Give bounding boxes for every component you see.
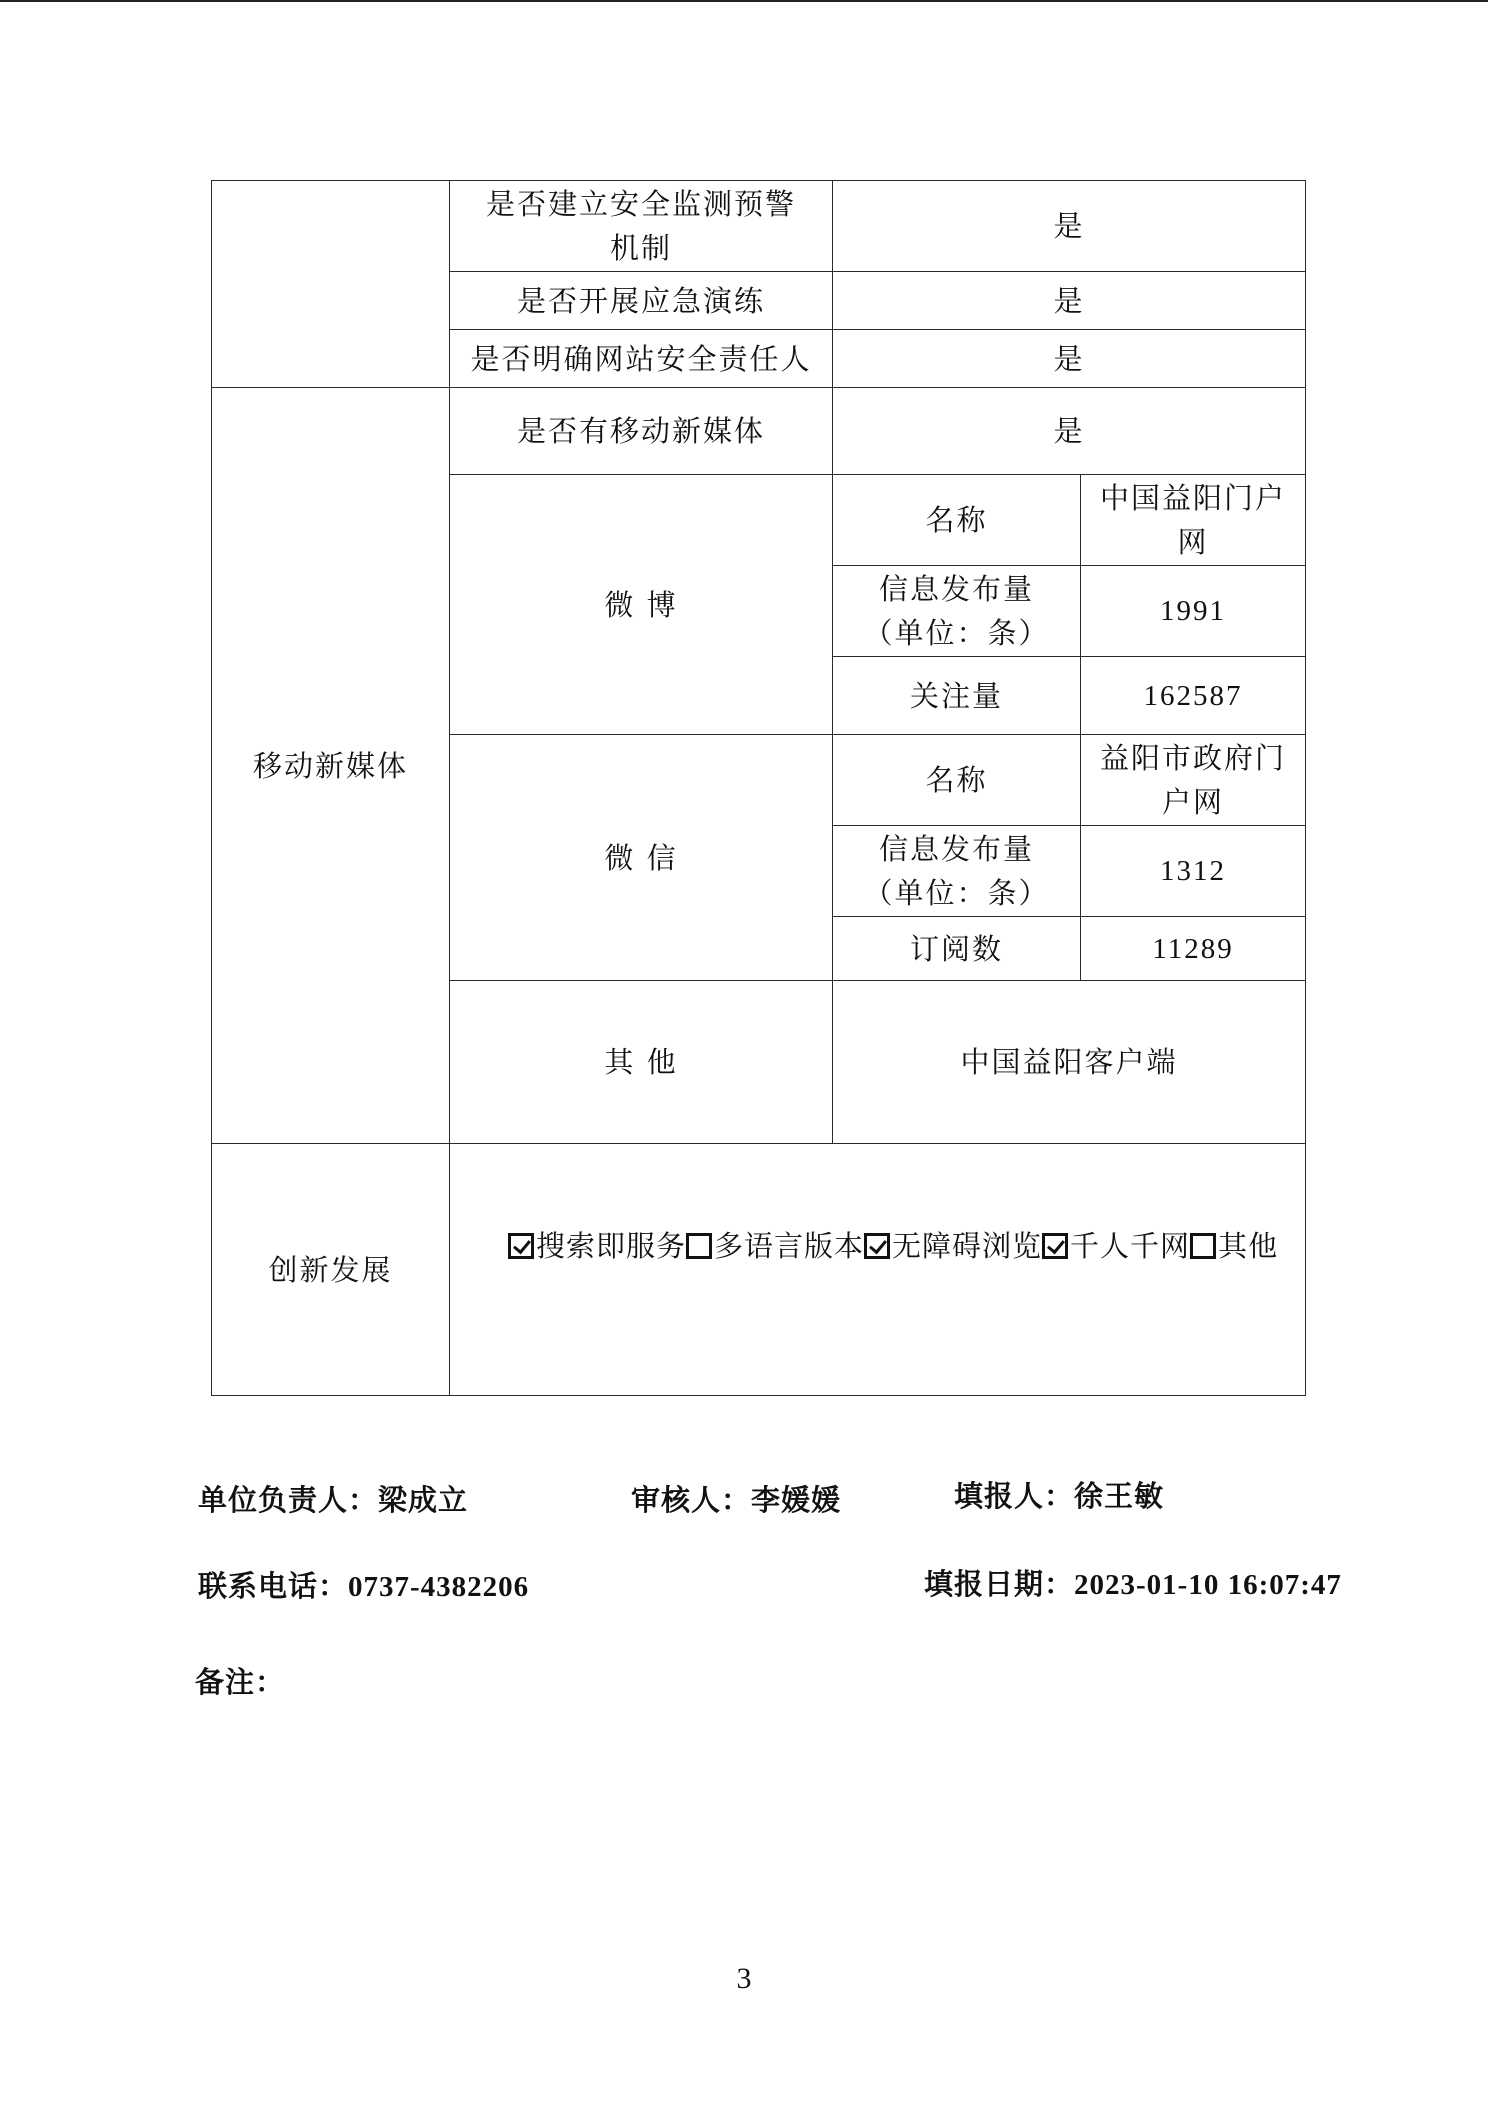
page-number: 3 — [736, 1962, 752, 1995]
wechat-label: 微 信 — [450, 735, 833, 981]
report-table — [211, 180, 1306, 1396]
security-monitoring-label: 是否建立安全监测预警 机制 — [450, 181, 833, 272]
weibo-posts-label: 信息发布量 （单位：条） — [833, 566, 1081, 657]
weibo-name-label: 名称 — [833, 475, 1081, 566]
unchecked-checkbox-icon — [1190, 1233, 1216, 1259]
unchecked-checkbox-icon — [686, 1233, 712, 1259]
unit-head-line: 单位负责人：梁成立 — [198, 1483, 469, 1517]
wechat-subscribers-label: 订阅数 — [833, 917, 1081, 981]
has-mobile-media-value: 是 — [833, 388, 1306, 475]
checked-checkbox-icon — [864, 1233, 890, 1259]
page-top-border — [0, 0, 1488, 2]
option-other: 其他 — [1190, 1224, 1278, 1268]
wechat-name-label: 名称 — [833, 735, 1081, 826]
weibo-label: 微 博 — [450, 475, 833, 735]
option-multilingual: 多语言版本 — [686, 1224, 864, 1268]
option-personalized: 千人千网 — [1042, 1224, 1190, 1268]
table-row — [212, 388, 1306, 475]
weibo-name-value: 中国益阳门户 网 — [1081, 475, 1306, 566]
filler-name: 徐王敏 — [1074, 1479, 1165, 1513]
phone-number: 0737-4382206 — [348, 1571, 530, 1603]
option-accessibility: 无障碍浏览 — [864, 1224, 1042, 1268]
wechat-name-value: 益阳市政府门 户网 — [1081, 735, 1306, 826]
emergency-drill-value: 是 — [833, 272, 1306, 330]
security-owner-value: 是 — [833, 330, 1306, 388]
mobile-media-category: 移动新媒体 — [212, 388, 450, 1144]
table-row — [212, 181, 1306, 272]
innovation-options — [450, 1144, 1306, 1396]
reviewer-name: 李媛媛 — [751, 1483, 842, 1517]
date-line: 填报日期：2023-01-10 16:07:47 — [924, 1567, 1342, 1601]
has-mobile-media-label: 是否有移动新媒体 — [450, 388, 833, 475]
emergency-drill-label: 是否开展应急演练 — [450, 272, 833, 330]
other-media-value: 中国益阳客户端 — [833, 981, 1306, 1144]
weibo-followers-value: 162587 — [1081, 657, 1306, 735]
table-row — [212, 1144, 1306, 1396]
wechat-subscribers-value: 11289 — [1081, 917, 1306, 981]
wechat-posts-value: 1312 — [1081, 826, 1306, 917]
checked-checkbox-icon — [1042, 1233, 1068, 1259]
option-search-service: 搜索即服务 — [508, 1224, 686, 1268]
security-owner-label: 是否明确网站安全责任人 — [450, 330, 833, 388]
security-monitoring-value: 是 — [833, 181, 1306, 272]
weibo-posts-value: 1991 — [1081, 566, 1306, 657]
phone-line: 联系电话：0737-4382206 — [198, 1569, 530, 1603]
wechat-posts-label: 信息发布量 （单位：条） — [833, 826, 1081, 917]
checked-checkbox-icon — [508, 1233, 534, 1259]
security-category-cell — [212, 181, 450, 388]
fill-date: 2023-01-10 16:07:47 — [1074, 1569, 1342, 1601]
unit-head-name: 梁成立 — [378, 1483, 469, 1517]
remarks-line: 备注： — [195, 1665, 286, 1699]
innovation-category: 创新发展 — [212, 1144, 450, 1396]
other-media-label: 其 他 — [450, 981, 833, 1144]
filler-line: 填报人：徐王敏 — [954, 1479, 1165, 1513]
weibo-followers-label: 关注量 — [833, 657, 1081, 735]
reviewer-line: 审核人：李媛媛 — [631, 1483, 842, 1517]
